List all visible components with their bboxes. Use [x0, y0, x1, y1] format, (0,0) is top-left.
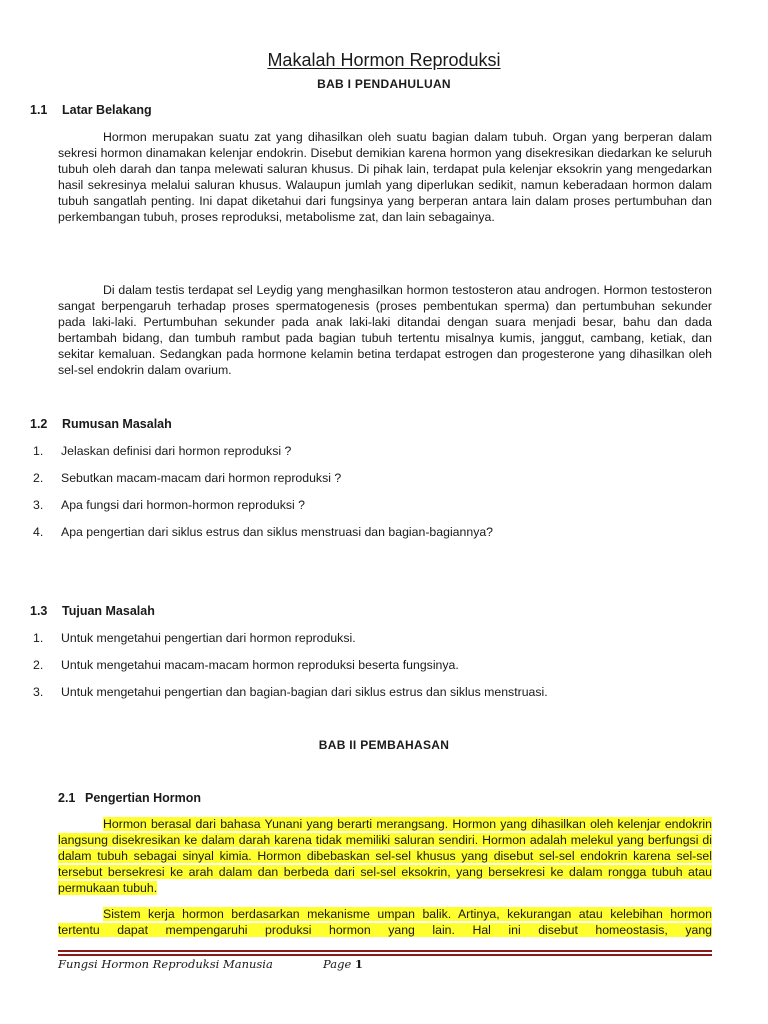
- page-number: 1: [354, 957, 363, 971]
- section-heading-tujuan-masalah: [30, 604, 155, 618]
- list-number: 3.: [33, 685, 44, 699]
- section-title: Latar Belakang: [62, 103, 152, 117]
- section-number: 1.2: [30, 417, 48, 431]
- document-title: Makalah Hormon Reproduksi: [267, 50, 501, 70]
- list-text: Untuk mengetahui pengertian dari hormon reproduksi.: [61, 631, 356, 645]
- chapter-heading-bab2: BAB II PEMBAHASAN: [318, 738, 450, 752]
- page-label: Page: [323, 957, 352, 971]
- list-item: [33, 525, 493, 539]
- section-heading-rumusan-masalah: [30, 417, 172, 431]
- section-title: Pengertian Hormon: [85, 791, 201, 805]
- list-text: Apa fungsi dari hormon-hormon reproduksi ?: [61, 498, 306, 512]
- footer-divider: [58, 950, 712, 952]
- list-number: 2.: [33, 658, 44, 672]
- list-item: [33, 631, 356, 645]
- list-number: 4.: [33, 525, 44, 539]
- list-number: 1.: [33, 444, 44, 458]
- section-title: Tujuan Masalah: [62, 604, 155, 618]
- chapter-heading-bab1: BAB I PENDAHULUAN: [317, 77, 451, 91]
- paragraph-latar-1: Hormon merupakan suatu zat yang dihasilkan oleh suatu bagian dalam tubuh. Organ yang berperan dalam sekresi hormon dinamakan kelenjar endokrin. Disebut demikian karena hormon yang disekresikan diedarkan ke seluruh tubuh oleh darah dan tanpa melewati saluran khusus. Di pihak lain, terdapat pula kelenjar eksokrin yang mengedarkan hasil sekresinya melalui saluran khusus. Walaupun jumlah yang diperlukan sedikit, namun keberadaan hormon dalam tubuh sangatlah penting. Ini dapat diketahui dari fungsinya yang berperan antara lain dalam proses pertumbuhan dan perkembangan tubuh, proses reproduksi, metabolisme zat, dan lain sebagainya.: [58, 130, 712, 224]
- paragraph-latar-2: Di dalam testis terdapat sel Leydig yang menghasilkan hormon testosteron atau androgen. Hormon testosteron sangat berpengaruh terhadap proses spermatogenesis (proses pembentukan sperma) dan pertumbuhan sekunder pada laki-laki. Pertumbuhan sekunder pada anak laki-laki ditandai dengan suara menjadi besar, bahu dan dada bertambah bidang, dan tumbuh rambut pada bagian tubuh tertentu misalnya kumis, janggut, cambang, ketiak, dan sekitar kemaluan. Sedangkan pada hormone kelamin betina terdapat estrogen dan progesterone yang dihasilkan oleh sel-sel endokrin dalam ovarium.: [58, 283, 712, 377]
- section-number: 2.1: [58, 791, 76, 805]
- highlighted-text: Sistem kerja hormon berdasarkan mekanisme umpan balik. Artinya, kekurangan atau kelebihan hormon tertentu dapat mempengaruhi produksi hormon yang lain. Hal ini disebut homeostasis, yang: [58, 907, 712, 937]
- section-number: 1.1: [30, 103, 48, 117]
- section-heading-latar-belakang: [30, 103, 152, 117]
- list-item: [33, 685, 548, 699]
- list-item: [33, 444, 291, 458]
- list-text: Untuk mengetahui pengertian dan bagian-bagian dari siklus estrus dan siklus menstruasi.: [61, 685, 548, 699]
- list-number: 3.: [33, 498, 44, 512]
- list-text: Apa pengertian dari siklus estrus dan siklus menstruasi dan bagian-bagiannya?: [61, 525, 494, 539]
- list-number: 1.: [33, 631, 44, 645]
- section-number: 1.3: [30, 604, 48, 618]
- list-item: [33, 471, 341, 485]
- section-heading-pengertian-hormon: [58, 791, 201, 805]
- page-footer: [58, 957, 363, 971]
- footer-title: Fungsi Hormon Reproduksi Manusia: [58, 957, 273, 971]
- paragraph-pengertian-2: [58, 907, 712, 938]
- page-indicator: [323, 957, 363, 971]
- list-text: Jelaskan definisi dari hormon reproduksi ?: [61, 444, 292, 458]
- highlighted-text: Hormon berasal dari bahasa Yunani yang berarti merangsang. Hormon yang dihasilkan oleh kelenjar endokrin langsung disekresikan ke dalam darah karena tidak memiliki saluran sendiri. Hormon adalah melekul yang berfungsi di dalam tubuh sebagai sinyal kimia. Hormon dibebaskan sel-sel khusus yang disebut sel-sel endokrin karena sel-sel tersebut bersekresi ke arah dalam dan berbeda dari sel-sel eksokrin, yang bersekresi ke dalam rongga tubuh atau permukaan tubuh.: [58, 817, 712, 895]
- list-number: 2.: [33, 471, 44, 485]
- list-item: [33, 658, 459, 672]
- section-title: Rumusan Masalah: [62, 417, 172, 431]
- list-text: Sebutkan macam-macam dari hormon reproduksi ?: [61, 471, 342, 485]
- list-item: [33, 498, 305, 512]
- footer-divider: [58, 954, 712, 956]
- list-text: Untuk mengetahui macam-macam hormon reproduksi beserta fungsinya.: [61, 658, 459, 672]
- paragraph-pengertian-1: [58, 817, 712, 897]
